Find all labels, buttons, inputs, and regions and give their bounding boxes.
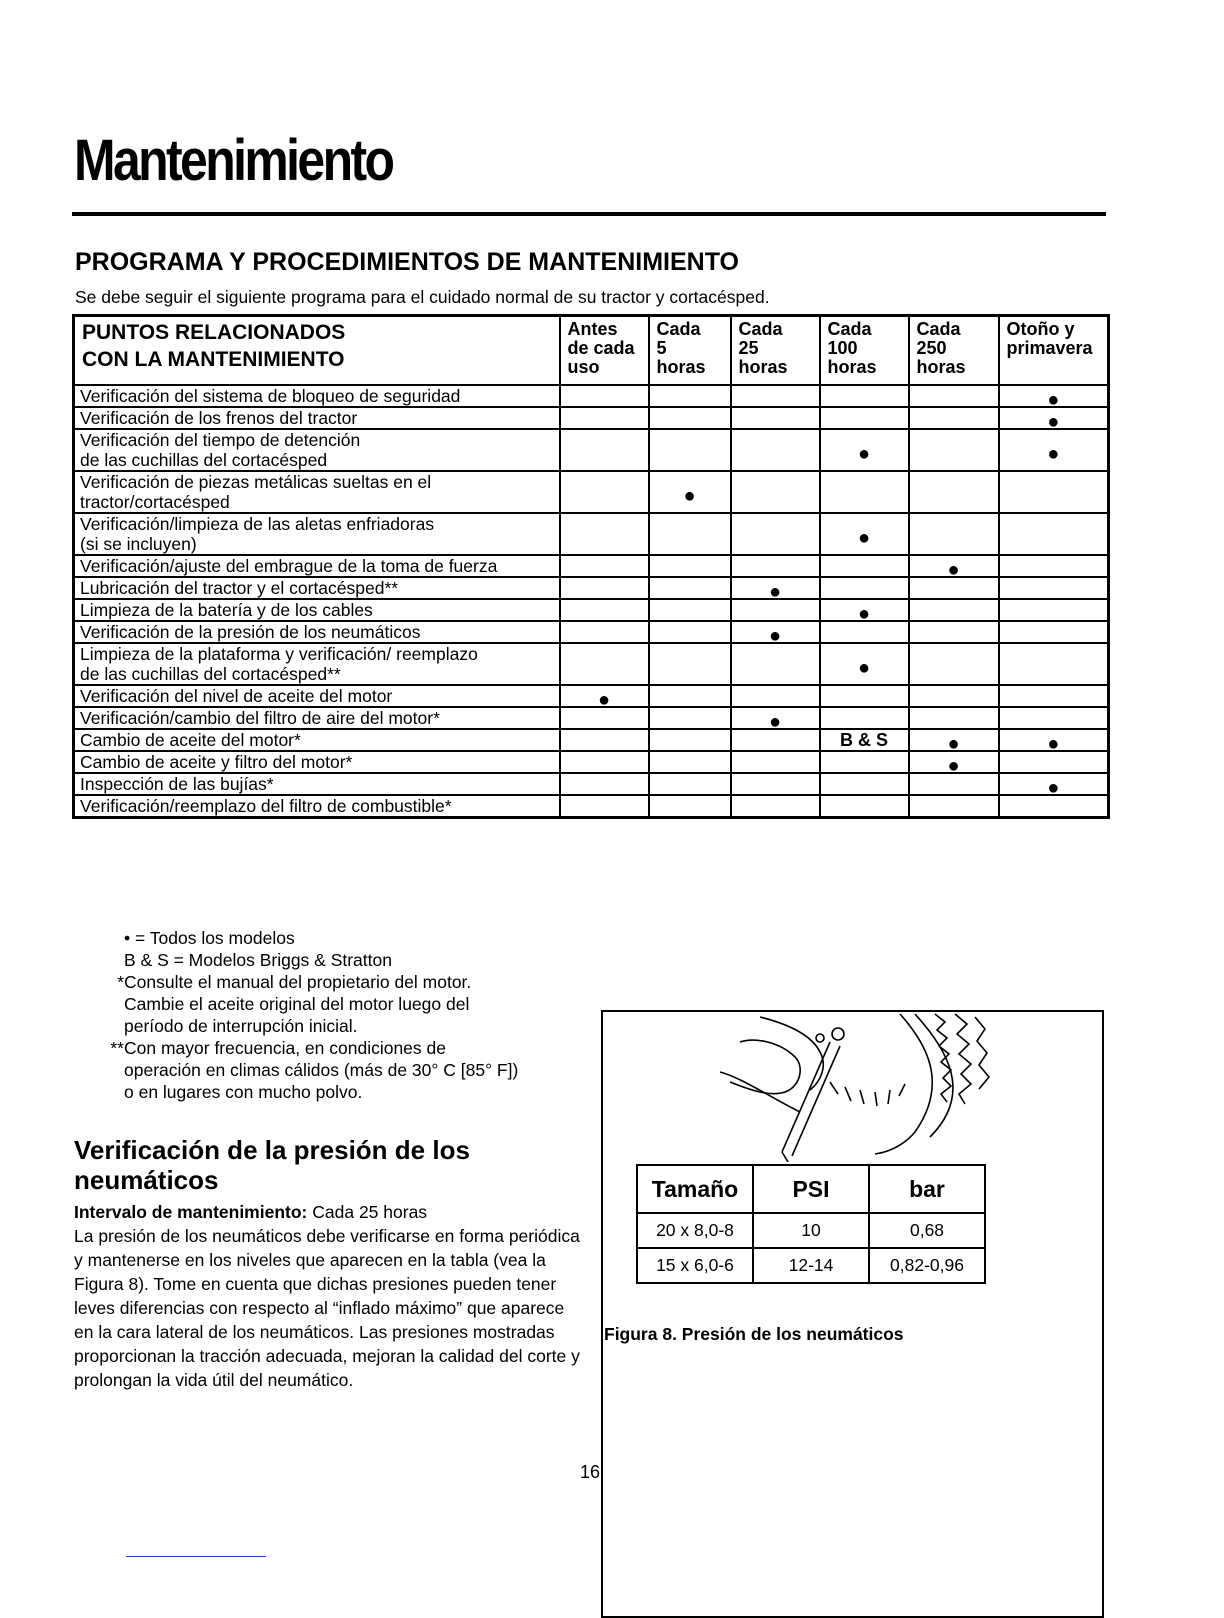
- tire-bar-cell: 0,68: [869, 1213, 985, 1248]
- task-line: Verificación/reemplazo del filtro de combustible*: [80, 796, 452, 816]
- schedule-empty-cell: [820, 773, 909, 795]
- note-line: operación en climas cálidos (más de 30° C [85° F]): [124, 1060, 519, 1080]
- note-line: Cambie el aceite original del motor luego del: [124, 994, 470, 1014]
- schedule-task: [74, 599, 560, 621]
- note-text: [124, 927, 295, 949]
- main-header-line: PUNTOS RELACIONADOS: [82, 321, 346, 344]
- schedule-row: [74, 407, 1109, 429]
- column-header-100-hours: [820, 316, 909, 386]
- schedule-empty-cell: [649, 729, 731, 751]
- tire-bar-cell: 0,82-0,96: [869, 1248, 985, 1283]
- schedule-empty-cell: [820, 385, 909, 407]
- mark-value: ●: [1047, 733, 1060, 755]
- schedule-task: [74, 471, 560, 513]
- col-header-line: primavera: [1006, 338, 1093, 358]
- schedule-empty-cell: [909, 471, 999, 513]
- intro-text: Se debe seguir el siguiente programa para el cuidado normal de su tractor y cortacésped.: [75, 287, 770, 307]
- tire-size-cell: 20 x 8,0-8: [637, 1213, 753, 1248]
- schedule-empty-cell: [909, 621, 999, 643]
- col-header-line: 250: [916, 338, 947, 358]
- page-title: Mantenimiento: [74, 128, 393, 193]
- schedule-mark-bs: [820, 729, 909, 751]
- schedule-empty-cell: [820, 471, 909, 513]
- tire-table-header-row: [637, 1165, 985, 1213]
- col-header-line: 5: [656, 338, 667, 358]
- task-line: (si se incluyen): [80, 534, 197, 554]
- task-line: Cambio de aceite y filtro del motor*: [80, 752, 353, 772]
- schedule-row: [74, 643, 1109, 685]
- schedule-task: [74, 643, 560, 685]
- schedule-mark-dot: [999, 429, 1109, 471]
- main-header-line: CON LA MANTENIMIENTO: [82, 348, 345, 371]
- column-header-5-hours: [649, 316, 731, 386]
- schedule-mark-dot: [649, 471, 731, 513]
- schedule-row: [74, 685, 1109, 707]
- col-header-line: horas: [738, 357, 788, 377]
- schedule-row: [74, 795, 1109, 818]
- column-header-before-use: [560, 316, 649, 386]
- task-line: Verificación/limpieza de las aletas enfriadoras: [80, 514, 435, 534]
- mark-value: ●: [857, 657, 871, 679]
- schedule-empty-cell: [649, 685, 731, 707]
- schedule-empty-cell: [649, 577, 731, 599]
- note-text: [124, 949, 392, 971]
- schedule-mark-dot: [731, 707, 820, 733]
- schedule-empty-cell: [560, 385, 649, 407]
- col-header-line: Cada: [738, 319, 783, 339]
- schedule-empty-cell: [649, 407, 731, 429]
- schedule-empty-cell: [999, 555, 1109, 577]
- schedule-row: [74, 729, 1109, 751]
- task-line: de las cuchillas del cortacésped**: [80, 664, 341, 684]
- schedule-mark-dot: [909, 751, 999, 777]
- task-line: Verificación del sistema de bloqueo de seguridad: [80, 386, 461, 406]
- schedule-mark-dot: [909, 555, 999, 581]
- note-line: período de interrupción inicial.: [124, 1016, 358, 1036]
- note-text: [124, 971, 471, 1037]
- page-number: 16: [579, 1462, 601, 1482]
- tire-size-cell: 15 x 6,0-6: [637, 1248, 753, 1283]
- schedule-task: [74, 685, 560, 707]
- mark-value: ●: [768, 581, 782, 603]
- schedule-empty-cell: [909, 795, 999, 818]
- schedule-task: [74, 621, 560, 643]
- schedule-empty-cell: [731, 429, 820, 471]
- schedule-empty-cell: [560, 795, 649, 818]
- schedule-empty-cell: [909, 407, 999, 429]
- schedule-body: [74, 385, 1109, 818]
- schedule-empty-cell: [731, 513, 820, 555]
- schedule-empty-cell: [999, 513, 1109, 555]
- mark-value: ●: [1047, 777, 1060, 799]
- schedule-empty-cell: [909, 643, 999, 685]
- tire-psi-cell: 12-14: [753, 1248, 869, 1283]
- note-symbol: [88, 949, 124, 971]
- schedule-main-header: [74, 316, 560, 386]
- title-rule: [72, 212, 1106, 216]
- mark-value: ●: [1047, 389, 1060, 411]
- schedule-empty-cell: [560, 555, 649, 577]
- note-item: [88, 949, 518, 971]
- schedule-empty-cell: [560, 577, 649, 599]
- mark-value: ●: [768, 625, 782, 647]
- schedule-empty-cell: [560, 599, 649, 621]
- schedule-empty-cell: [649, 555, 731, 577]
- schedule-empty-cell: [909, 707, 999, 729]
- task-line: Verificación de los frenos del tractor: [80, 408, 358, 428]
- schedule-mark-dot: [999, 773, 1109, 799]
- schedule-mark-dot: [999, 407, 1109, 433]
- schedule-empty-cell: [560, 621, 649, 643]
- tire-header-bar: bar: [869, 1165, 985, 1213]
- schedule-empty-cell: [649, 751, 731, 773]
- schedule-empty-cell: [560, 751, 649, 773]
- schedule-mark-dot: [999, 729, 1109, 755]
- col-header-line: Cada: [916, 319, 961, 339]
- schedule-mark-dot: [820, 643, 909, 685]
- schedule-empty-cell: [820, 555, 909, 577]
- task-line: Verificación del nivel de aceite del motor: [80, 686, 393, 706]
- tire-pressure-table: [636, 1164, 986, 1284]
- col-header-line: Antes: [567, 319, 618, 339]
- schedule-empty-cell: [731, 685, 820, 707]
- column-header-autumn-spring: [999, 316, 1109, 386]
- schedule-empty-cell: [909, 599, 999, 621]
- schedule-empty-cell: [731, 471, 820, 513]
- note-item: [88, 927, 518, 949]
- schedule-empty-cell: [731, 385, 820, 407]
- task-line: Verificación/cambio del filtro de aire del motor*: [80, 708, 440, 728]
- col-header-line: Otoño y: [1006, 319, 1075, 339]
- schedule-mark-dot: [820, 599, 909, 625]
- schedule-empty-cell: [909, 385, 999, 407]
- schedule-row: [74, 385, 1109, 407]
- tire-pressure-body: [74, 1200, 584, 1392]
- schedule-empty-cell: [649, 385, 731, 407]
- tire-table-row: [637, 1213, 985, 1248]
- col-header-line: horas: [916, 357, 966, 377]
- schedule-empty-cell: [560, 773, 649, 795]
- schedule-row: [74, 599, 1109, 621]
- tire-table-row: [637, 1248, 985, 1283]
- schedule-empty-cell: [649, 795, 731, 818]
- schedule-task: [74, 773, 560, 795]
- schedule-empty-cell: [649, 599, 731, 621]
- note-symbol: [88, 927, 124, 949]
- mark-value: ●: [768, 711, 782, 733]
- schedule-empty-cell: [560, 729, 649, 751]
- note-item: [88, 971, 518, 1037]
- schedule-empty-cell: [909, 513, 999, 555]
- mark-value: ●: [683, 485, 696, 507]
- schedule-row: [74, 621, 1109, 643]
- schedule-empty-cell: [999, 471, 1109, 513]
- task-line: Cambio de aceite del motor*: [80, 730, 301, 750]
- schedule-empty-cell: [909, 429, 999, 471]
- schedule-empty-cell: [649, 643, 731, 685]
- column-header-25-hours: [731, 316, 820, 386]
- schedule-row: [74, 751, 1109, 773]
- schedule-row: [74, 707, 1109, 729]
- column-header-250-hours: [909, 316, 999, 386]
- col-header-line: horas: [656, 357, 706, 377]
- schedule-task: [74, 729, 560, 751]
- mark-value: ●: [857, 443, 871, 465]
- mark-value: ●: [597, 689, 611, 711]
- schedule-empty-cell: [649, 621, 731, 643]
- tire-pressure-paragraph: La presión de los neumáticos debe verificarse en forma periódica y mantenerse en los niveles que aparecen en la tabla (vea la Figura 8). Tome en cuenta que dichas presiones pueden tener leves diferencias con respecto al “inflado máximo” que aparece en la cara lateral de los neumáticos. Las presiones mostradas proporcionan la tracción adecuada, mejoran la calidad del corte y prolongan la vida útil del neumático.: [74, 1226, 580, 1390]
- schedule-empty-cell: [649, 773, 731, 795]
- note-symbol: **: [110, 1038, 124, 1058]
- note-symbol: *: [117, 972, 124, 992]
- schedule-mark-dot: [820, 513, 909, 555]
- task-line: Verificación de la presión de los neumáticos: [80, 622, 421, 642]
- schedule-empty-cell: [731, 643, 820, 685]
- schedule-empty-cell: [731, 773, 820, 795]
- schedule-row: [74, 429, 1109, 471]
- task-line: Verificación/ajuste del embrague de la toma de fuerza: [80, 556, 498, 576]
- col-header-line: Cada: [827, 319, 872, 339]
- schedule-task: [74, 429, 560, 471]
- schedule-mark-dot: [820, 429, 909, 471]
- tire-psi-cell: 10: [753, 1213, 869, 1248]
- schedule-notes: [88, 927, 518, 1103]
- col-header-line: uso: [567, 357, 600, 377]
- mark-value: ●: [1047, 411, 1060, 433]
- col-header-line: 100: [827, 338, 858, 358]
- note-line: Con mayor frecuencia, en condiciones de: [124, 1038, 446, 1058]
- mark-value: ●: [947, 559, 960, 581]
- mark-value: ●: [947, 733, 960, 755]
- schedule-empty-cell: [731, 795, 820, 818]
- schedule-task: [74, 707, 560, 729]
- task-line: Limpieza de la plataforma y verificación/ reemplazo: [80, 644, 478, 664]
- col-header-line: horas: [827, 357, 877, 377]
- schedule-task: [74, 795, 560, 818]
- tire-pressure-heading: Verificación de la presión de los neumáticos: [74, 1135, 470, 1195]
- schedule-mark-dot: [731, 621, 820, 647]
- schedule-empty-cell: [560, 429, 649, 471]
- note-line: • = Todos los modelos: [124, 928, 295, 948]
- mark-value: B & S: [839, 730, 888, 750]
- tire-gauge-illustration: [700, 1012, 1010, 1162]
- schedule-mark-dot: [731, 577, 820, 603]
- section-heading: PROGRAMA Y PROCEDIMIENTOS DE MANTENIMIENTO: [75, 248, 739, 276]
- schedule-empty-cell: [999, 599, 1109, 621]
- mark-value: ●: [857, 527, 871, 549]
- schedule-empty-cell: [731, 407, 820, 429]
- schedule-task: [74, 385, 560, 407]
- schedule-empty-cell: [731, 751, 820, 773]
- schedule-empty-cell: [820, 685, 909, 707]
- schedule-empty-cell: [820, 407, 909, 429]
- schedule-task: [74, 513, 560, 555]
- schedule-empty-cell: [999, 577, 1109, 599]
- schedule-empty-cell: [560, 643, 649, 685]
- col-header-line: de cada: [567, 338, 635, 358]
- schedule-empty-cell: [820, 707, 909, 729]
- schedule-empty-cell: [820, 751, 909, 773]
- schedule-mark-dot: [999, 385, 1109, 411]
- schedule-empty-cell: [999, 685, 1109, 707]
- schedule-mark-dot: [909, 729, 999, 755]
- schedule-empty-cell: [731, 555, 820, 577]
- task-line: Verificación del tiempo de detención: [80, 430, 361, 450]
- schedule-task: [74, 407, 560, 429]
- schedule-empty-cell: [909, 685, 999, 707]
- tire-header-size: Tamaño: [637, 1165, 753, 1213]
- schedule-row: [74, 513, 1109, 555]
- mark-value: ●: [857, 603, 871, 625]
- tire-header-psi: PSI: [753, 1165, 869, 1213]
- schedule-empty-cell: [820, 795, 909, 818]
- note-line: B & S = Modelos Briggs & Stratton: [124, 950, 392, 970]
- note-text: [124, 1037, 518, 1103]
- schedule-empty-cell: [999, 707, 1109, 729]
- schedule-task: [74, 577, 560, 599]
- note-line: o en lugares con mucho polvo.: [124, 1082, 363, 1102]
- schedule-empty-cell: [649, 429, 731, 471]
- figure-caption: Figura 8. Presión de los neumáticos: [604, 1324, 904, 1344]
- schedule-row: [74, 471, 1109, 513]
- schedule-empty-cell: [999, 621, 1109, 643]
- schedule-empty-cell: [820, 577, 909, 599]
- task-line: Inspección de las bujías*: [80, 774, 274, 794]
- task-line: Verificación de piezas metálicas sueltas en el: [80, 472, 432, 492]
- note-item: [88, 1037, 518, 1103]
- task-line: de las cuchillas del cortacésped: [80, 450, 328, 470]
- note-line: Consulte el manual del propietario del motor.: [124, 972, 472, 992]
- col-header-line: 25: [738, 338, 759, 358]
- interval-value: Cada 25 horas: [312, 1202, 428, 1222]
- schedule-empty-cell: [999, 643, 1109, 685]
- mark-value: ●: [1047, 443, 1060, 465]
- schedule-row: [74, 555, 1109, 577]
- mark-value: ●: [947, 755, 960, 777]
- schedule-task: [74, 555, 560, 577]
- schedule-header-row: [74, 316, 1109, 386]
- schedule-empty-cell: [560, 513, 649, 555]
- task-line: Limpieza de la batería y de los cables: [80, 600, 373, 620]
- schedule-empty-cell: [560, 471, 649, 513]
- schedule-task: [74, 751, 560, 773]
- interval-label: Intervalo de mantenimiento:: [74, 1202, 308, 1222]
- schedule-empty-cell: [649, 513, 731, 555]
- schedule-mark-dot: [560, 685, 649, 711]
- task-line: tractor/cortacésped: [80, 492, 230, 512]
- schedule-empty-cell: [560, 407, 649, 429]
- link-underline: [126, 1556, 266, 1557]
- task-line: Lubricación del tractor y el cortacésped**: [80, 578, 399, 598]
- maintenance-schedule-table: [72, 314, 1110, 819]
- col-header-line: Cada: [656, 319, 701, 339]
- schedule-empty-cell: [649, 707, 731, 729]
